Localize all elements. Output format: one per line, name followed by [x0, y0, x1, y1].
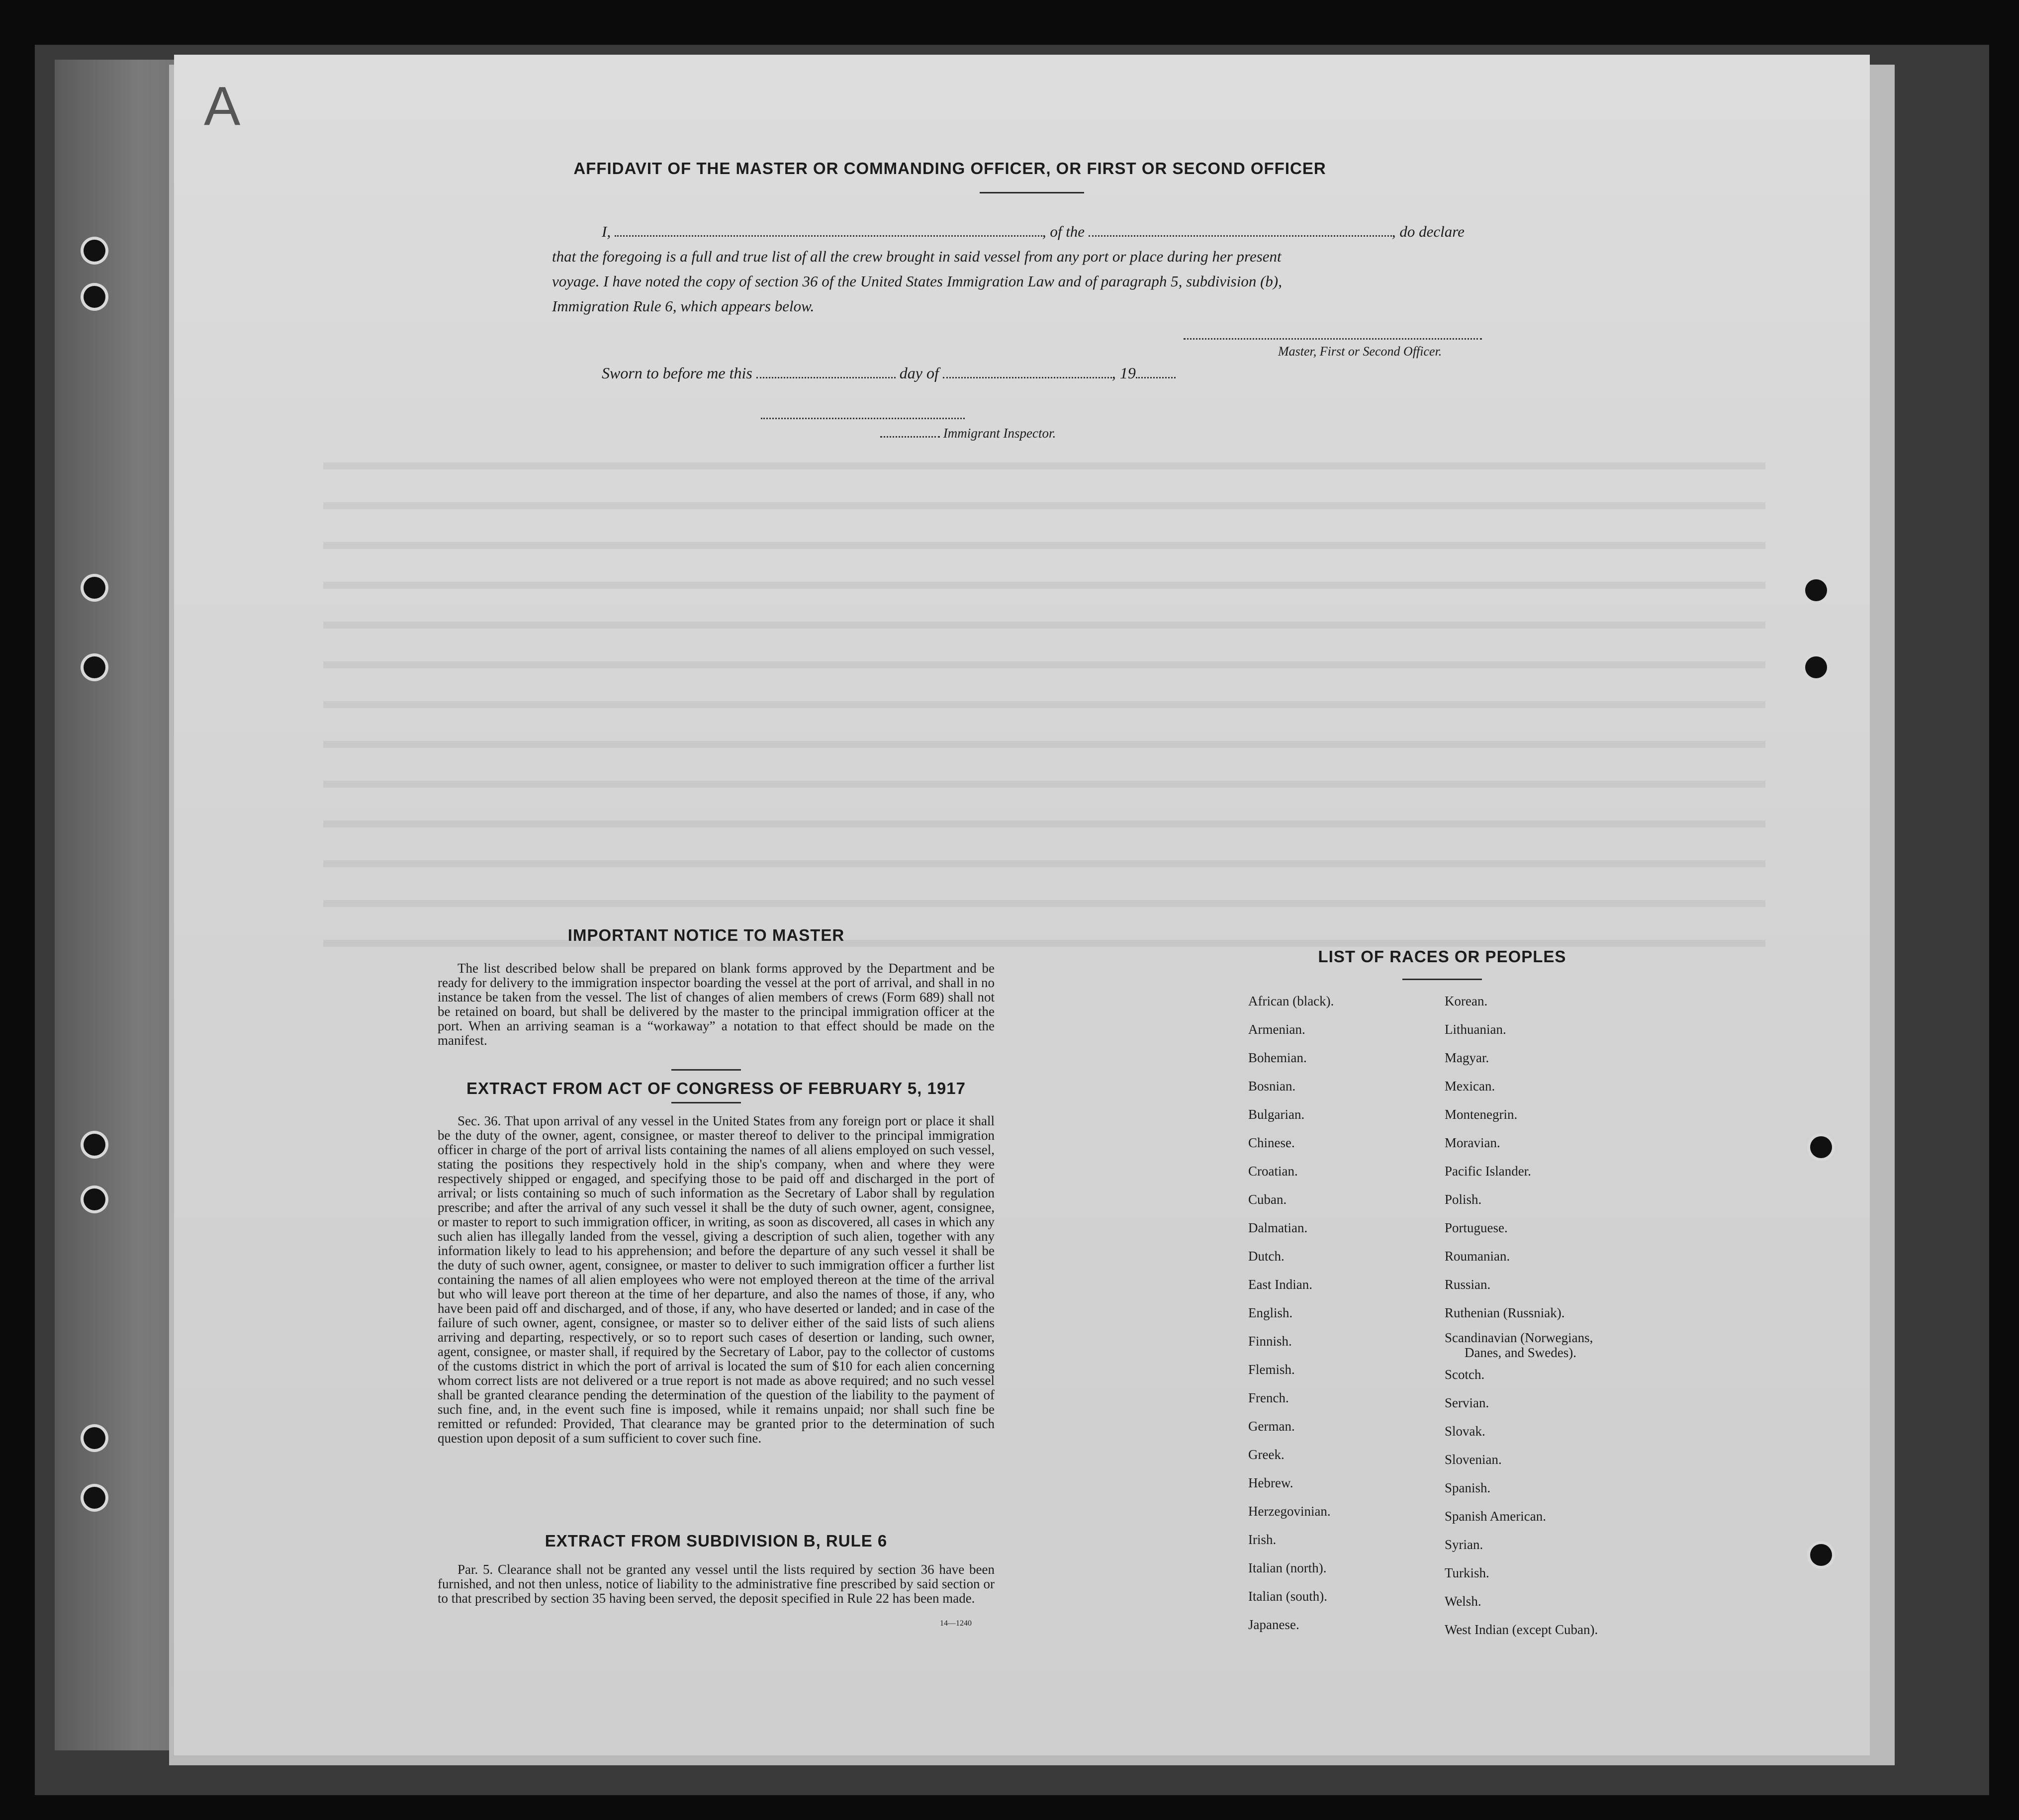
race-right-item: West Indian (except Cuban). [1445, 1622, 1598, 1637]
race-right-item: Russian. [1445, 1277, 1491, 1292]
notice-text: The list described below shall be prepared on blank forms approved by the Department and be ready for delivery to the immigration inspector boarding the vessel at the port of arrival, and shall in no instance be taken from the vessel. The list of changes of alien members of crews (Form 689) shall not be retained on board, but shall be delivered by the master to the principal immigration officer at the port. When an arriving seaman is a “workaway” a notation to that effect should be made on the manifest. [438, 961, 995, 1048]
document-page [174, 55, 1870, 1755]
title-rule [980, 192, 1084, 193]
notice-rule [671, 1069, 741, 1071]
race-left-item: Italian (north). [1248, 1560, 1327, 1575]
race-right-item: Ruthenian (Russniak). [1445, 1305, 1565, 1320]
notice-title: IMPORTANT NOTICE TO MASTER [567, 926, 845, 944]
extract-act-body [438, 1114, 995, 1446]
race-left-item: Bosnian. [1248, 1079, 1296, 1093]
race-left-item: Greek. [1248, 1447, 1285, 1462]
extract-act-text: Sec. 36. That upon arrival of any vessel in the United States from any foreign port or place it shall be the duty of the owner, agent, consignee, or master thereof to deliver to the principal immigration officer in charge of the port of arrival lists containing the names of all aliens employed on such vessel, stating the positions they respectively hold in the ship's company, when and where they were respectively shipped or engaged, and specifying those to be paid off and discharged in the port of arrival; or lists containing so much of such information as the Secretary of Labor shall by regulation prescribe; and after the arrival of any such vessel it shall be the duty of such owner, agent, consignee, or master to report to such immigration officer, in writing, as soon as discovered, all cases in which any such alien has illegally landed from the vessel, giving a description of such alien, together with any information likely to lead to his apprehension; and before the departure of any such vessel it shall be the duty of such owner, agent, consignee, or master to deliver to such immigration officer a further list containing the names of all alien employees who were not employed thereon at the time of the arrival but who will leave port thereon at the time of her departure, and also the names of those, if any, who have been paid off and discharged, and of those, if any, who have deserted or landed; and in case of the failure of such owner, agent, consignee, or master so to deliver either of the said lists of such aliens arriving and departing, respectively, or so to report such cases of desertion or landing, such owner, agent, consignee, or master shall, if required by the Secretary of Labor, pay to the collector of customs of the customs district in which the port of arrival is located the sum of $10 for each alien concerning whom correct lists are not delivered or a true report is not made as above required; and no such vessel shall be granted clearance pending the determination of the question of the liability to the payment of such fine, and, in the event such fine is imposed, while it remains unpaid; nor shall such fine be remitted or refunded: Provided, That clearance may be granted prior to the determination of such question upon deposit of a sum sufficient to cover such fine. [438, 1113, 995, 1446]
extract-act-rule [671, 1102, 741, 1103]
affidavit-line4: Immigration Rule 6, which appears below. [552, 297, 815, 315]
extract-rule-body [438, 1562, 995, 1606]
binder-hole-icon [1805, 656, 1827, 678]
binder-hole-icon [84, 656, 105, 678]
race-left-item: Croatian. [1248, 1164, 1298, 1179]
sworn-line [602, 364, 1298, 382]
extract-act-title: EXTRACT FROM ACT OF CONGRESS OF FEBRUARY 5, 1917 [466, 1079, 966, 1097]
sworn-prefix: Sworn to before me this [602, 364, 752, 382]
races-rule [1402, 979, 1482, 980]
race-left-item: Hebrew. [1248, 1475, 1293, 1490]
race-right-item: Servian. [1445, 1395, 1489, 1410]
affidavit-line2: that the foregoing is a full and true list of all the crew brought in said vessel from any port or place during her present [552, 248, 1282, 265]
of-the-label: , of the [1042, 223, 1085, 240]
race-right-item: Syrian. [1445, 1537, 1483, 1552]
race-left-item: Bulgarian. [1248, 1107, 1305, 1122]
race-right-item: Slovenian. [1445, 1452, 1502, 1467]
race-right-item: Montenegrin. [1445, 1107, 1518, 1122]
affidavit-line1 [602, 223, 1696, 241]
declarant-i: I, [602, 223, 611, 240]
race-left-item: Dalmatian. [1248, 1220, 1308, 1235]
binder-hole-icon [84, 240, 105, 262]
do-declare-label: , do declare [1391, 223, 1465, 240]
sworn-month-field[interactable] [943, 377, 1112, 378]
race-left-item: Japanese. [1248, 1617, 1299, 1632]
inspector-caption-text: Immigrant Inspector. [943, 426, 1056, 441]
race-right-item: Turkish. [1445, 1565, 1489, 1580]
race-right-item: Spanish American. [1445, 1509, 1546, 1524]
binder-hole-icon [84, 577, 105, 599]
sworn-year-field[interactable] [1136, 377, 1176, 378]
extract-rule-title: EXTRACT FROM SUBDIVISION B, RULE 6 [545, 1532, 888, 1550]
race-right-item: Polish. [1445, 1192, 1482, 1207]
affidavit-title: AFFIDAVIT OF THE MASTER OR COMMANDING OFFICER, OR FIRST OR SECOND OFFICER [573, 159, 1326, 178]
affidavit-line3: voyage. I have noted the copy of section 36 of the United States Immigration Law and of paragraph 5, subdivision (b), [552, 273, 1282, 290]
race-right-item: Slovak. [1445, 1424, 1485, 1439]
race-right-item: Roumanian. [1445, 1249, 1510, 1264]
notice-body [438, 961, 995, 1048]
corner-mark: A [204, 76, 241, 137]
binder-hole-icon [84, 1487, 105, 1509]
race-left-item: Bohemian. [1248, 1050, 1307, 1065]
race-left-item: African (black). [1248, 994, 1334, 1008]
binder-hole-icon [1805, 579, 1827, 601]
race-right-item: Scandinavian (Norwegians, [1445, 1330, 1593, 1345]
officer-signature-field[interactable] [1184, 333, 1482, 340]
binder-hole-icon [84, 1188, 105, 1210]
race-right-item: Welsh. [1445, 1594, 1481, 1609]
race-right-item: Scotch. [1445, 1367, 1485, 1382]
race-left-item: Chinese. [1248, 1135, 1295, 1150]
race-right-item: Mexican. [1445, 1079, 1495, 1093]
binder-hole-icon [84, 1134, 105, 1156]
races-title: LIST OF RACES OR PEOPLES [1318, 947, 1566, 966]
sworn-year-label: , 19 [1111, 364, 1136, 382]
vessel-name-field[interactable] [1089, 235, 1392, 237]
race-right-item: Danes, and Swedes). [1465, 1345, 1576, 1360]
race-left-item: Herzegovinian. [1248, 1504, 1331, 1519]
inspector-name-field[interactable] [880, 436, 940, 438]
race-left-item: French. [1248, 1390, 1289, 1405]
binder-hole-icon [84, 286, 105, 308]
race-left-item: Irish. [1248, 1532, 1277, 1547]
race-left-item: Finnish. [1248, 1334, 1292, 1349]
inspector-caption [880, 426, 1056, 441]
race-right-item: Korean. [1445, 994, 1488, 1008]
form-number: 14—1240 [940, 1619, 972, 1628]
race-left-item: Armenian. [1248, 1022, 1305, 1037]
declarant-name-field[interactable] [615, 235, 1042, 237]
sworn-day-of: day of [899, 364, 939, 382]
sworn-day-field[interactable] [756, 377, 896, 378]
race-left-item: German. [1248, 1419, 1295, 1434]
binder-hole-icon [1810, 1136, 1832, 1158]
binder-hole-icon [1810, 1544, 1832, 1566]
officer-signature-caption: Master, First or Second Officer. [1278, 344, 1442, 359]
race-right-item: Magyar. [1445, 1050, 1489, 1065]
extract-rule-text: Par. 5. Clearance shall not be granted any vessel until the lists required by section 36 have been furnished, and not then unless, notice of liability to the administrative fine prescribed by said section or to that prescribed by section 35 having been served, the deposit specified in Rule 22 has been made. [438, 1562, 995, 1606]
race-left-item: East Indian. [1248, 1277, 1312, 1292]
binder-hole-icon [84, 1427, 105, 1449]
race-left-item: Flemish. [1248, 1362, 1295, 1377]
race-right-item: Lithuanian. [1445, 1022, 1506, 1037]
inspector-signature-field[interactable] [761, 413, 965, 419]
race-right-item: Portuguese. [1445, 1220, 1508, 1235]
race-right-item: Moravian. [1445, 1135, 1500, 1150]
race-left-item: Dutch. [1248, 1249, 1285, 1264]
race-left-item: Cuban. [1248, 1192, 1287, 1207]
race-right-item: Spanish. [1445, 1480, 1491, 1495]
race-right-item: Pacific Islander. [1445, 1164, 1531, 1179]
race-left-item: English. [1248, 1305, 1293, 1320]
race-left-item: Italian (south). [1248, 1589, 1327, 1604]
